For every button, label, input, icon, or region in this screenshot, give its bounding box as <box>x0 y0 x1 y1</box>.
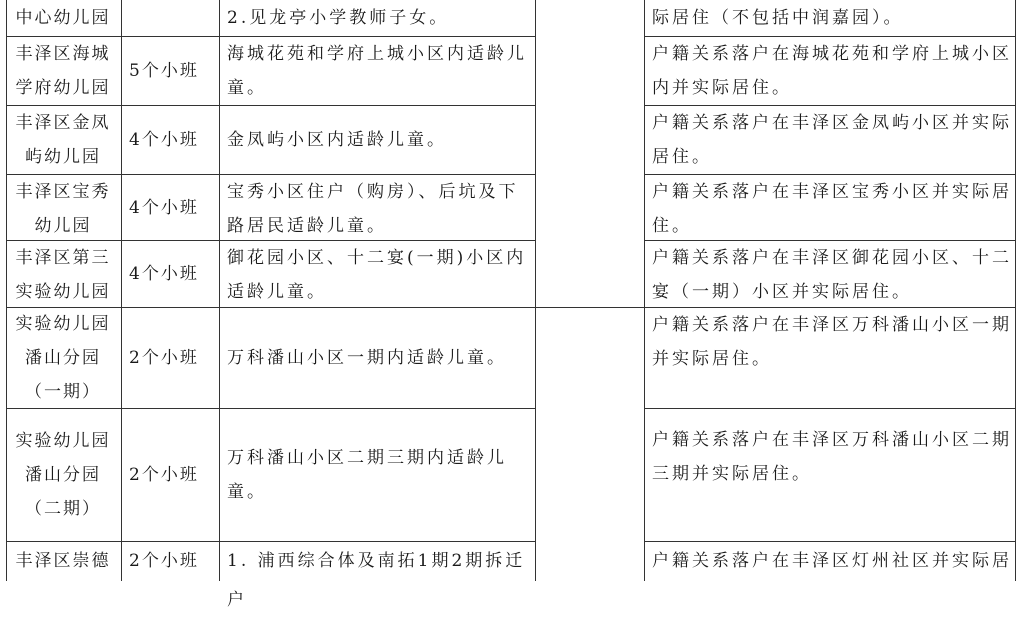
class-count: 2个小班 <box>129 465 199 485</box>
kindergarten-name: 实验幼儿园潘山分园（一期） <box>15 314 111 402</box>
grid-line <box>644 541 1016 542</box>
class-count: 5个小班 <box>129 61 199 81</box>
enrollment-scope: 2.见龙亭小学教师子女。 <box>227 8 450 28</box>
table-row <box>0 106 1020 174</box>
residence-requirement: 户籍关系落户在丰泽区万科潘山小区二期三期并实际居住。 <box>652 430 1012 484</box>
kindergarten-name: 丰泽区金凤屿幼儿园 <box>15 113 111 167</box>
grid-line <box>644 408 1016 409</box>
class-count <box>124 0 218 36</box>
grid-line <box>6 105 536 106</box>
residence-requirement: 户籍关系落户在丰泽区宝秀小区并实际居住。 <box>652 182 1012 236</box>
enrollment-scope: 宝秀小区住户（购房）、后坑及下路居民适龄儿童。 <box>227 182 519 236</box>
class-count: 4个小班 <box>129 130 199 150</box>
table-row <box>0 241 1020 307</box>
enrollment-scope: 海城花苑和学府上城小区内适龄儿童。 <box>227 44 527 98</box>
grid-line <box>6 541 536 542</box>
kindergarten-name: 中心幼儿园 <box>15 8 111 28</box>
enrollment-scope: 万科潘山小区一期内适龄儿童。 <box>227 348 507 368</box>
table-row <box>0 409 1020 541</box>
enrollment-scope: 御花园小区、十二宴(一期)小区内适龄儿童。 <box>227 248 527 302</box>
table-row <box>0 542 1020 610</box>
grid-line <box>1015 0 1016 581</box>
residence-requirement: 户籍关系落户在海城花苑和学府上城小区内并实际居住。 <box>652 44 1012 98</box>
enrollment-scope: 万科潘山小区二期三期内适龄儿童。 <box>227 448 507 502</box>
table-row <box>0 308 1020 408</box>
grid-line <box>6 174 536 175</box>
grid-line <box>644 240 1016 241</box>
table-row <box>0 0 1020 36</box>
kindergarten-name: 丰泽区宝秀幼儿园 <box>15 182 111 236</box>
kindergarten-name: 实验幼儿园潘山分园（二期） <box>15 431 111 519</box>
table-row <box>0 175 1020 240</box>
class-count: 4个小班 <box>129 264 199 284</box>
residence-requirement: 户籍关系落户在丰泽区御花园小区、十二宴（一期）小区并实际居住。 <box>652 248 1012 302</box>
residence-requirement: 户籍关系落户在丰泽区万科潘山小区一期并实际居住。 <box>652 315 1012 369</box>
grid-line <box>219 0 220 581</box>
residence-requirement: 户籍关系落户在丰泽区灯州社区并实际居 <box>652 551 1012 571</box>
class-count: 2个小班 <box>129 551 199 571</box>
grid-line <box>6 0 7 581</box>
enrollment-scope: 1. 浦西综合体及南拓1期2期拆迁户 <box>227 551 526 610</box>
class-count: 2个小班 <box>129 348 199 368</box>
grid-line <box>6 240 536 241</box>
grid-line <box>644 0 645 581</box>
grid-line <box>644 105 1016 106</box>
table-row <box>0 37 1020 105</box>
grid-line <box>535 0 536 581</box>
enrollment-scope: 金凤屿小区内适龄儿童。 <box>227 130 447 150</box>
kindergarten-name: 丰泽区第三实验幼儿园 <box>15 248 111 302</box>
grid-line <box>6 307 1016 308</box>
residence-requirement: 户籍关系落户在丰泽区金凤屿小区并实际居住。 <box>652 113 1012 167</box>
grid-line <box>6 36 536 37</box>
grid-line <box>644 174 1016 175</box>
class-count: 4个小班 <box>129 197 199 218</box>
grid-line <box>6 408 536 409</box>
grid-line <box>644 36 1016 37</box>
grid-line <box>121 0 122 581</box>
kindergarten-name: 丰泽区崇德 <box>15 551 111 571</box>
kindergarten-name: 丰泽区海城学府幼儿园 <box>15 44 111 98</box>
residence-requirement: 际居住（不包括中润嘉园）。 <box>652 8 904 28</box>
